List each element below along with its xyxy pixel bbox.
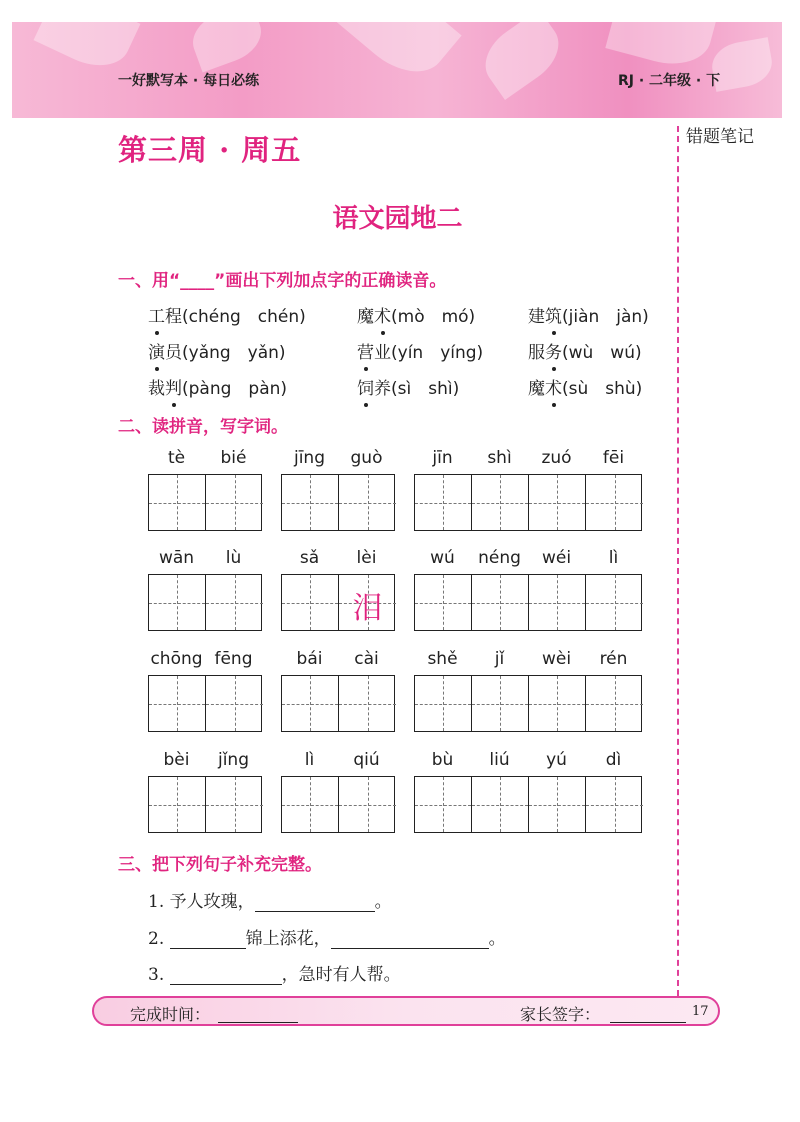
writing-cell[interactable]	[282, 676, 339, 731]
dotted-char: 筑	[545, 302, 562, 327]
pronunciation-item	[148, 302, 306, 327]
pinyin-label: yú	[546, 750, 567, 770]
pinyin-options: (wù wú)	[562, 343, 642, 363]
item-number: 1.	[148, 892, 170, 912]
completion-time-blank[interactable]	[218, 1022, 298, 1023]
writing-cell[interactable]	[282, 777, 339, 832]
writing-cell[interactable]	[415, 777, 472, 832]
pinyin-options: 程(chéng chén)	[165, 307, 306, 327]
word-part: 建	[528, 307, 545, 327]
pronunciation-item	[148, 338, 286, 363]
pinyin-label: jǐng	[217, 750, 249, 770]
section3-title: 三、把下列句子补充完整。	[118, 855, 322, 875]
cell-guide-horizontal	[282, 805, 338, 806]
cell-guide-horizontal	[149, 503, 205, 504]
cell-guide-horizontal	[282, 704, 338, 705]
sentence-item	[148, 887, 392, 912]
pinyin-label: zuó	[541, 448, 572, 468]
writing-cell[interactable]	[586, 676, 643, 731]
writing-cell[interactable]	[586, 475, 643, 530]
writing-box-group	[148, 574, 262, 631]
dotted-char: 工	[148, 302, 165, 327]
pronunciation-item	[357, 302, 475, 327]
parent-signature-label: 家长签字：	[520, 1005, 601, 1024]
cell-guide-horizontal	[472, 805, 528, 806]
cell-guide-horizontal	[586, 805, 643, 806]
writing-box-group	[148, 675, 262, 732]
writing-cell[interactable]	[282, 475, 339, 530]
cell-guide-horizontal	[149, 603, 205, 604]
writing-cell[interactable]	[586, 575, 643, 630]
writing-box-group	[148, 474, 262, 531]
dotted-char: 务	[545, 338, 562, 363]
cell-guide-horizontal	[586, 603, 643, 604]
writing-cell[interactable]	[529, 777, 586, 832]
completion-time-label: 完成时间：	[130, 1005, 211, 1024]
writing-box-group	[414, 776, 642, 833]
pinyin-label: guò	[350, 448, 383, 468]
cell-guide-horizontal	[529, 503, 585, 504]
writing-box-group	[148, 776, 262, 833]
dotted-char: 术	[545, 374, 562, 399]
word-part: 魔	[528, 379, 545, 399]
cell-guide-horizontal	[472, 704, 528, 705]
pinyin-label: cài	[354, 649, 379, 669]
side-divider	[677, 126, 679, 996]
answer-blank[interactable]	[170, 966, 282, 985]
writing-cell[interactable]	[339, 676, 396, 731]
cell-guide-horizontal	[339, 503, 396, 504]
sentence-item	[148, 924, 506, 949]
dotted-char: 饲	[357, 374, 374, 399]
pinyin-label: qiú	[353, 750, 380, 770]
word-part: 服	[528, 343, 545, 363]
writing-box-group	[414, 474, 642, 531]
pinyin-label: bié	[220, 448, 247, 468]
pinyin-options: (jiàn jàn)	[562, 307, 649, 327]
cell-guide-horizontal	[206, 805, 263, 806]
dotted-char: 演	[148, 338, 165, 363]
cell-guide-horizontal	[206, 704, 263, 705]
sentence-item	[148, 960, 401, 985]
sentence-end: 。	[374, 892, 392, 912]
pinyin-label: bèi	[163, 750, 190, 770]
pinyin-label: lù	[225, 548, 242, 568]
word-part: 魔	[357, 307, 374, 327]
writing-cell[interactable]	[149, 777, 206, 832]
writing-cell[interactable]	[415, 575, 472, 630]
pinyin-label: néng	[478, 548, 521, 568]
writing-cell[interactable]	[339, 475, 396, 530]
pinyin-options: 养(sì shì)	[374, 379, 460, 399]
pinyin-label: lì	[608, 548, 619, 568]
writing-cell[interactable]	[529, 575, 586, 630]
item-number: 3.	[148, 965, 170, 985]
answer-blank[interactable]	[331, 930, 489, 949]
writing-cell[interactable]	[206, 777, 263, 832]
pinyin-label: jīn	[432, 448, 453, 468]
pinyin-label: sǎ	[299, 548, 320, 568]
section1-title: 一、用“____”画出下列加点字的正确读音。	[118, 271, 447, 291]
cell-guide-horizontal	[415, 603, 471, 604]
petal-decoration	[473, 22, 570, 100]
header-book-title: 一好默写本 · 每日必练	[118, 73, 260, 89]
sentence-text: ，急时有人帮。	[281, 965, 401, 985]
writing-cell[interactable]	[206, 676, 263, 731]
pronunciation-item	[528, 338, 642, 363]
writing-cell[interactable]	[472, 575, 529, 630]
pronunciation-item	[148, 374, 287, 399]
pinyin-options: (pàng pàn)	[182, 379, 288, 399]
cell-guide-horizontal	[282, 603, 338, 604]
dotted-char: 判	[165, 374, 182, 399]
sentence-text: 锦上添花，	[245, 929, 331, 949]
item-number: 2.	[148, 929, 170, 949]
pronunciation-item	[357, 374, 459, 399]
sentence-end: 。	[488, 929, 506, 949]
pinyin-label: wéi	[541, 548, 572, 568]
petal-decoration	[186, 22, 269, 72]
week-title: 第三周 · 周五	[118, 133, 302, 167]
cell-guide-horizontal	[529, 603, 585, 604]
cell-guide-horizontal	[586, 704, 643, 705]
writing-box-group	[281, 776, 395, 833]
cell-guide-horizontal	[149, 805, 205, 806]
pinyin-label: jǐ	[494, 649, 505, 669]
writing-cell[interactable]	[529, 475, 586, 530]
section2-title: 二、读拼音，写字词。	[118, 417, 288, 437]
writing-box-group	[414, 574, 642, 631]
cell-guide-horizontal	[282, 503, 338, 504]
writing-cell[interactable]	[282, 575, 339, 630]
lesson-title: 语文园地二	[332, 204, 463, 234]
writing-cell[interactable]	[415, 475, 472, 530]
pronunciation-item	[528, 302, 649, 327]
cell-guide-horizontal	[472, 603, 528, 604]
cell-guide-horizontal	[206, 603, 263, 604]
pinyin-label: liú	[489, 750, 510, 770]
written-char: 泪	[352, 591, 383, 626]
writing-cell[interactable]	[149, 575, 206, 630]
answer-blank[interactable]	[170, 930, 246, 949]
pinyin-options: (sù shù)	[562, 379, 643, 399]
pinyin-label: shì	[487, 448, 512, 468]
writing-cell[interactable]	[206, 575, 263, 630]
petal-decoration	[605, 22, 718, 74]
cell-guide-horizontal	[415, 805, 471, 806]
pinyin-label: fēi	[602, 448, 625, 468]
cell-guide-horizontal	[339, 704, 396, 705]
writing-box-group	[281, 675, 395, 732]
writing-cell[interactable]	[415, 676, 472, 731]
writing-box-group	[281, 474, 395, 531]
pinyin-options: 业(yín yíng)	[374, 343, 484, 363]
writing-cell[interactable]	[472, 676, 529, 731]
parent-signature-blank[interactable]	[610, 1022, 686, 1023]
writing-cell[interactable]	[206, 475, 263, 530]
page-number: 17	[692, 1004, 709, 1019]
pinyin-label: rén	[599, 649, 628, 669]
pinyin-label: jīng	[293, 448, 325, 468]
pinyin-label: wèi	[541, 649, 572, 669]
pinyin-options: 员(yǎng yǎn)	[165, 343, 286, 363]
writing-cell[interactable]	[339, 575, 396, 630]
sentence-text: 予人玫瑰，	[169, 892, 255, 912]
cell-guide-horizontal	[415, 704, 471, 705]
writing-cell[interactable]	[472, 475, 529, 530]
pinyin-label: fēng	[214, 649, 253, 669]
side-note-title: 错题笔记	[686, 127, 754, 147]
pinyin-label: lì	[304, 750, 315, 770]
dotted-char: 营	[357, 338, 374, 363]
pinyin-label: dì	[605, 750, 622, 770]
cell-guide-horizontal	[586, 503, 643, 504]
answer-blank[interactable]	[255, 893, 375, 912]
writing-cell[interactable]	[586, 777, 643, 832]
writing-cell[interactable]	[529, 676, 586, 731]
pinyin-label: lèi	[356, 548, 377, 568]
writing-cell[interactable]	[149, 475, 206, 530]
pinyin-label: bái	[296, 649, 323, 669]
writing-cell[interactable]	[149, 676, 206, 731]
pinyin-label: chōng	[150, 649, 203, 669]
header-grade: RJ · 二年级 · 下	[618, 73, 721, 89]
cell-guide-horizontal	[339, 805, 396, 806]
pinyin-label: tè	[167, 448, 186, 468]
writing-cell[interactable]	[339, 777, 396, 832]
pinyin-label: bù	[431, 750, 454, 770]
pronunciation-item	[357, 338, 483, 363]
writing-cell[interactable]	[472, 777, 529, 832]
pronunciation-item	[528, 374, 642, 399]
cell-guide-horizontal	[206, 503, 263, 504]
cell-guide-horizontal	[472, 503, 528, 504]
pinyin-label: wān	[158, 548, 195, 568]
cell-guide-horizontal	[415, 503, 471, 504]
word-part: 裁	[148, 379, 165, 399]
petal-decoration	[332, 22, 461, 89]
cell-guide-horizontal	[149, 704, 205, 705]
pinyin-label: shě	[427, 649, 458, 669]
cell-guide-horizontal	[529, 704, 585, 705]
pinyin-options: (mò mó)	[391, 307, 476, 327]
writing-box-group	[414, 675, 642, 732]
pinyin-label: wú	[430, 548, 455, 568]
cell-guide-horizontal	[529, 805, 585, 806]
dotted-char: 术	[374, 302, 391, 327]
writing-box-group	[281, 574, 395, 631]
